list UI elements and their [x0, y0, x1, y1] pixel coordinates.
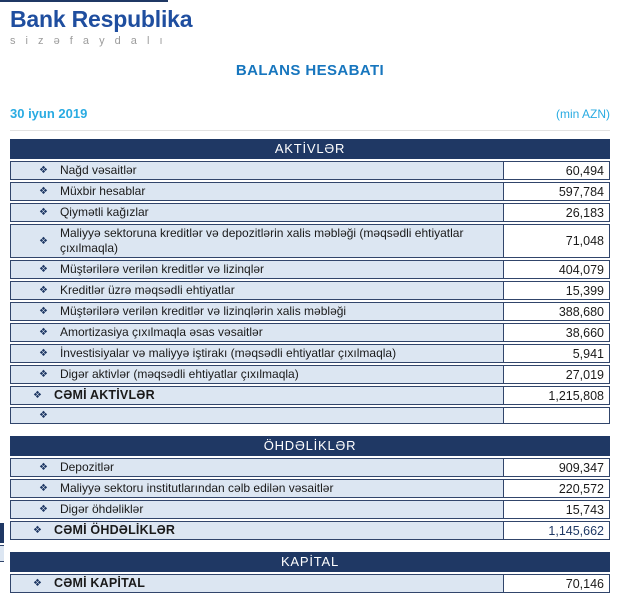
table-row [10, 224, 610, 258]
row-value: 38,660 [503, 323, 610, 342]
table-row [10, 260, 610, 279]
row-value: 220,572 [503, 479, 610, 498]
row-label-cell [10, 365, 504, 384]
row-value: 1,215,808 [503, 386, 610, 405]
row-label-cell [10, 521, 504, 540]
diamond-bullet-icon: ❖ [33, 525, 42, 536]
row-label-cell [10, 500, 504, 519]
row-value: 5,941 [503, 344, 610, 363]
row-label: CƏMİ AKTİVLƏR [53, 388, 155, 402]
row-label-cell [10, 479, 504, 498]
table-row [10, 500, 610, 519]
table-row [10, 574, 610, 593]
page-title: BALANS HESABATI [235, 62, 385, 79]
balance-table [10, 139, 610, 424]
balance-table [10, 552, 610, 593]
table-row [10, 458, 610, 477]
diamond-bullet-icon: ❖ [39, 483, 48, 494]
table-row [10, 479, 610, 498]
row-label-cell [10, 182, 504, 201]
table-row [10, 302, 610, 321]
table-row [10, 182, 610, 201]
row-label-cell [10, 281, 504, 300]
row-value: 404,079 [503, 260, 610, 279]
row-label: Digər aktivlər (məqsədli ehtiyatlar çıxılmaqla) [59, 367, 299, 381]
row-label: Müştərilərə verilən kreditlər və lizinqlər [59, 262, 265, 276]
diamond-bullet-icon: ❖ [39, 207, 48, 218]
row-label: CƏMİ KAPİTAL [53, 576, 146, 590]
table-section-header: KAPİTAL [10, 552, 610, 572]
row-label-cell [10, 407, 504, 424]
left-edge-header-fragment [0, 523, 4, 543]
balance-table [10, 436, 610, 540]
row-value: 388,680 [503, 302, 610, 321]
logo-top-line [0, 0, 168, 2]
row-label-cell [10, 260, 504, 279]
row-value [503, 407, 610, 424]
row-value: 15,743 [503, 500, 610, 519]
row-value: 597,784 [503, 182, 610, 201]
diamond-bullet-icon: ❖ [39, 327, 48, 338]
diamond-bullet-icon: ❖ [39, 165, 48, 176]
row-value: 26,183 [503, 203, 610, 222]
currency-unit-label: (min AZN) [556, 107, 610, 121]
row-label: Nağd vəsaitlər [59, 163, 137, 177]
left-edge-row-fragment [0, 545, 4, 562]
table-row [10, 386, 610, 405]
table-row [10, 365, 610, 384]
row-label-cell [10, 224, 504, 258]
row-label-cell [10, 161, 504, 180]
report-date: 30 iyun 2019 [10, 106, 88, 121]
row-label-cell [10, 386, 504, 405]
table-row [10, 161, 610, 180]
row-label-cell [10, 323, 504, 342]
row-label: Kreditlər üzrə məqsədli ehtiyatlar [59, 283, 235, 297]
row-label-cell [10, 574, 504, 593]
row-label-cell [10, 203, 504, 222]
diamond-bullet-icon: ❖ [39, 306, 48, 317]
row-label: Amortizasiya çıxılmaqla əsas vəsaitlər [59, 325, 263, 339]
bank-logo [10, 6, 610, 48]
row-label: Müştərilərə verilən kreditlər və lizinqlərin xalis məbləği [59, 304, 347, 318]
row-value: 909,347 [503, 458, 610, 477]
balance-sections [10, 139, 610, 593]
separator-line [10, 130, 610, 131]
table-row [10, 281, 610, 300]
diamond-bullet-icon: ❖ [39, 235, 48, 247]
diamond-bullet-icon: ❖ [39, 285, 48, 296]
row-label-cell [10, 302, 504, 321]
table-row [10, 407, 610, 424]
row-value: 27,019 [503, 365, 610, 384]
row-value: 60,494 [503, 161, 610, 180]
row-label: Maliyyə sektoruna kreditlər və depozitlərin xalis məbləği (məqsədli ehtiyatlar çıxılmaqla) [59, 226, 464, 255]
row-label: CƏMİ ÖHDƏLİKLƏR [53, 523, 176, 537]
diamond-bullet-icon: ❖ [39, 186, 48, 197]
row-label: Depozitlər [59, 460, 114, 474]
table-row [10, 323, 610, 342]
report-header [0, 0, 620, 131]
bank-logo-name: Bank Respublika [10, 6, 193, 32]
diamond-bullet-icon: ❖ [33, 578, 42, 589]
diamond-bullet-icon: ❖ [39, 410, 48, 421]
row-label: Qiymətli kağızlar [59, 205, 149, 219]
row-value: 1,145,662 [503, 521, 610, 540]
diamond-bullet-icon: ❖ [39, 369, 48, 380]
table-row [10, 521, 610, 540]
row-label: Müxbir hesablar [59, 184, 146, 198]
meta-row [10, 106, 610, 121]
row-label: İnvestisiyalar və maliyyə iştirakı (məqsədli ehtiyatlar çıxılmaqla) [59, 346, 397, 360]
row-label-cell [10, 344, 504, 363]
row-label: Maliyyə sektoru institutlarından cəlb edilən vəsaitlər [59, 481, 334, 495]
diamond-bullet-icon: ❖ [39, 264, 48, 275]
diamond-bullet-icon: ❖ [39, 462, 48, 473]
row-value: 70,146 [503, 574, 610, 593]
table-section-header: AKTİVLƏR [10, 139, 610, 159]
row-value: 71,048 [503, 224, 610, 258]
table-row [10, 344, 610, 363]
table-section-header: ÖHDƏLİKLƏR [10, 436, 610, 456]
diamond-bullet-icon: ❖ [39, 504, 48, 515]
diamond-bullet-icon: ❖ [33, 390, 42, 401]
diamond-bullet-icon: ❖ [39, 348, 48, 359]
row-value: 15,399 [503, 281, 610, 300]
bank-logo-tagline: s i z ə f a y d a l ı [10, 35, 167, 47]
row-label-cell [10, 458, 504, 477]
table-row [10, 203, 610, 222]
row-label: Digər öhdəliklər [59, 502, 144, 516]
